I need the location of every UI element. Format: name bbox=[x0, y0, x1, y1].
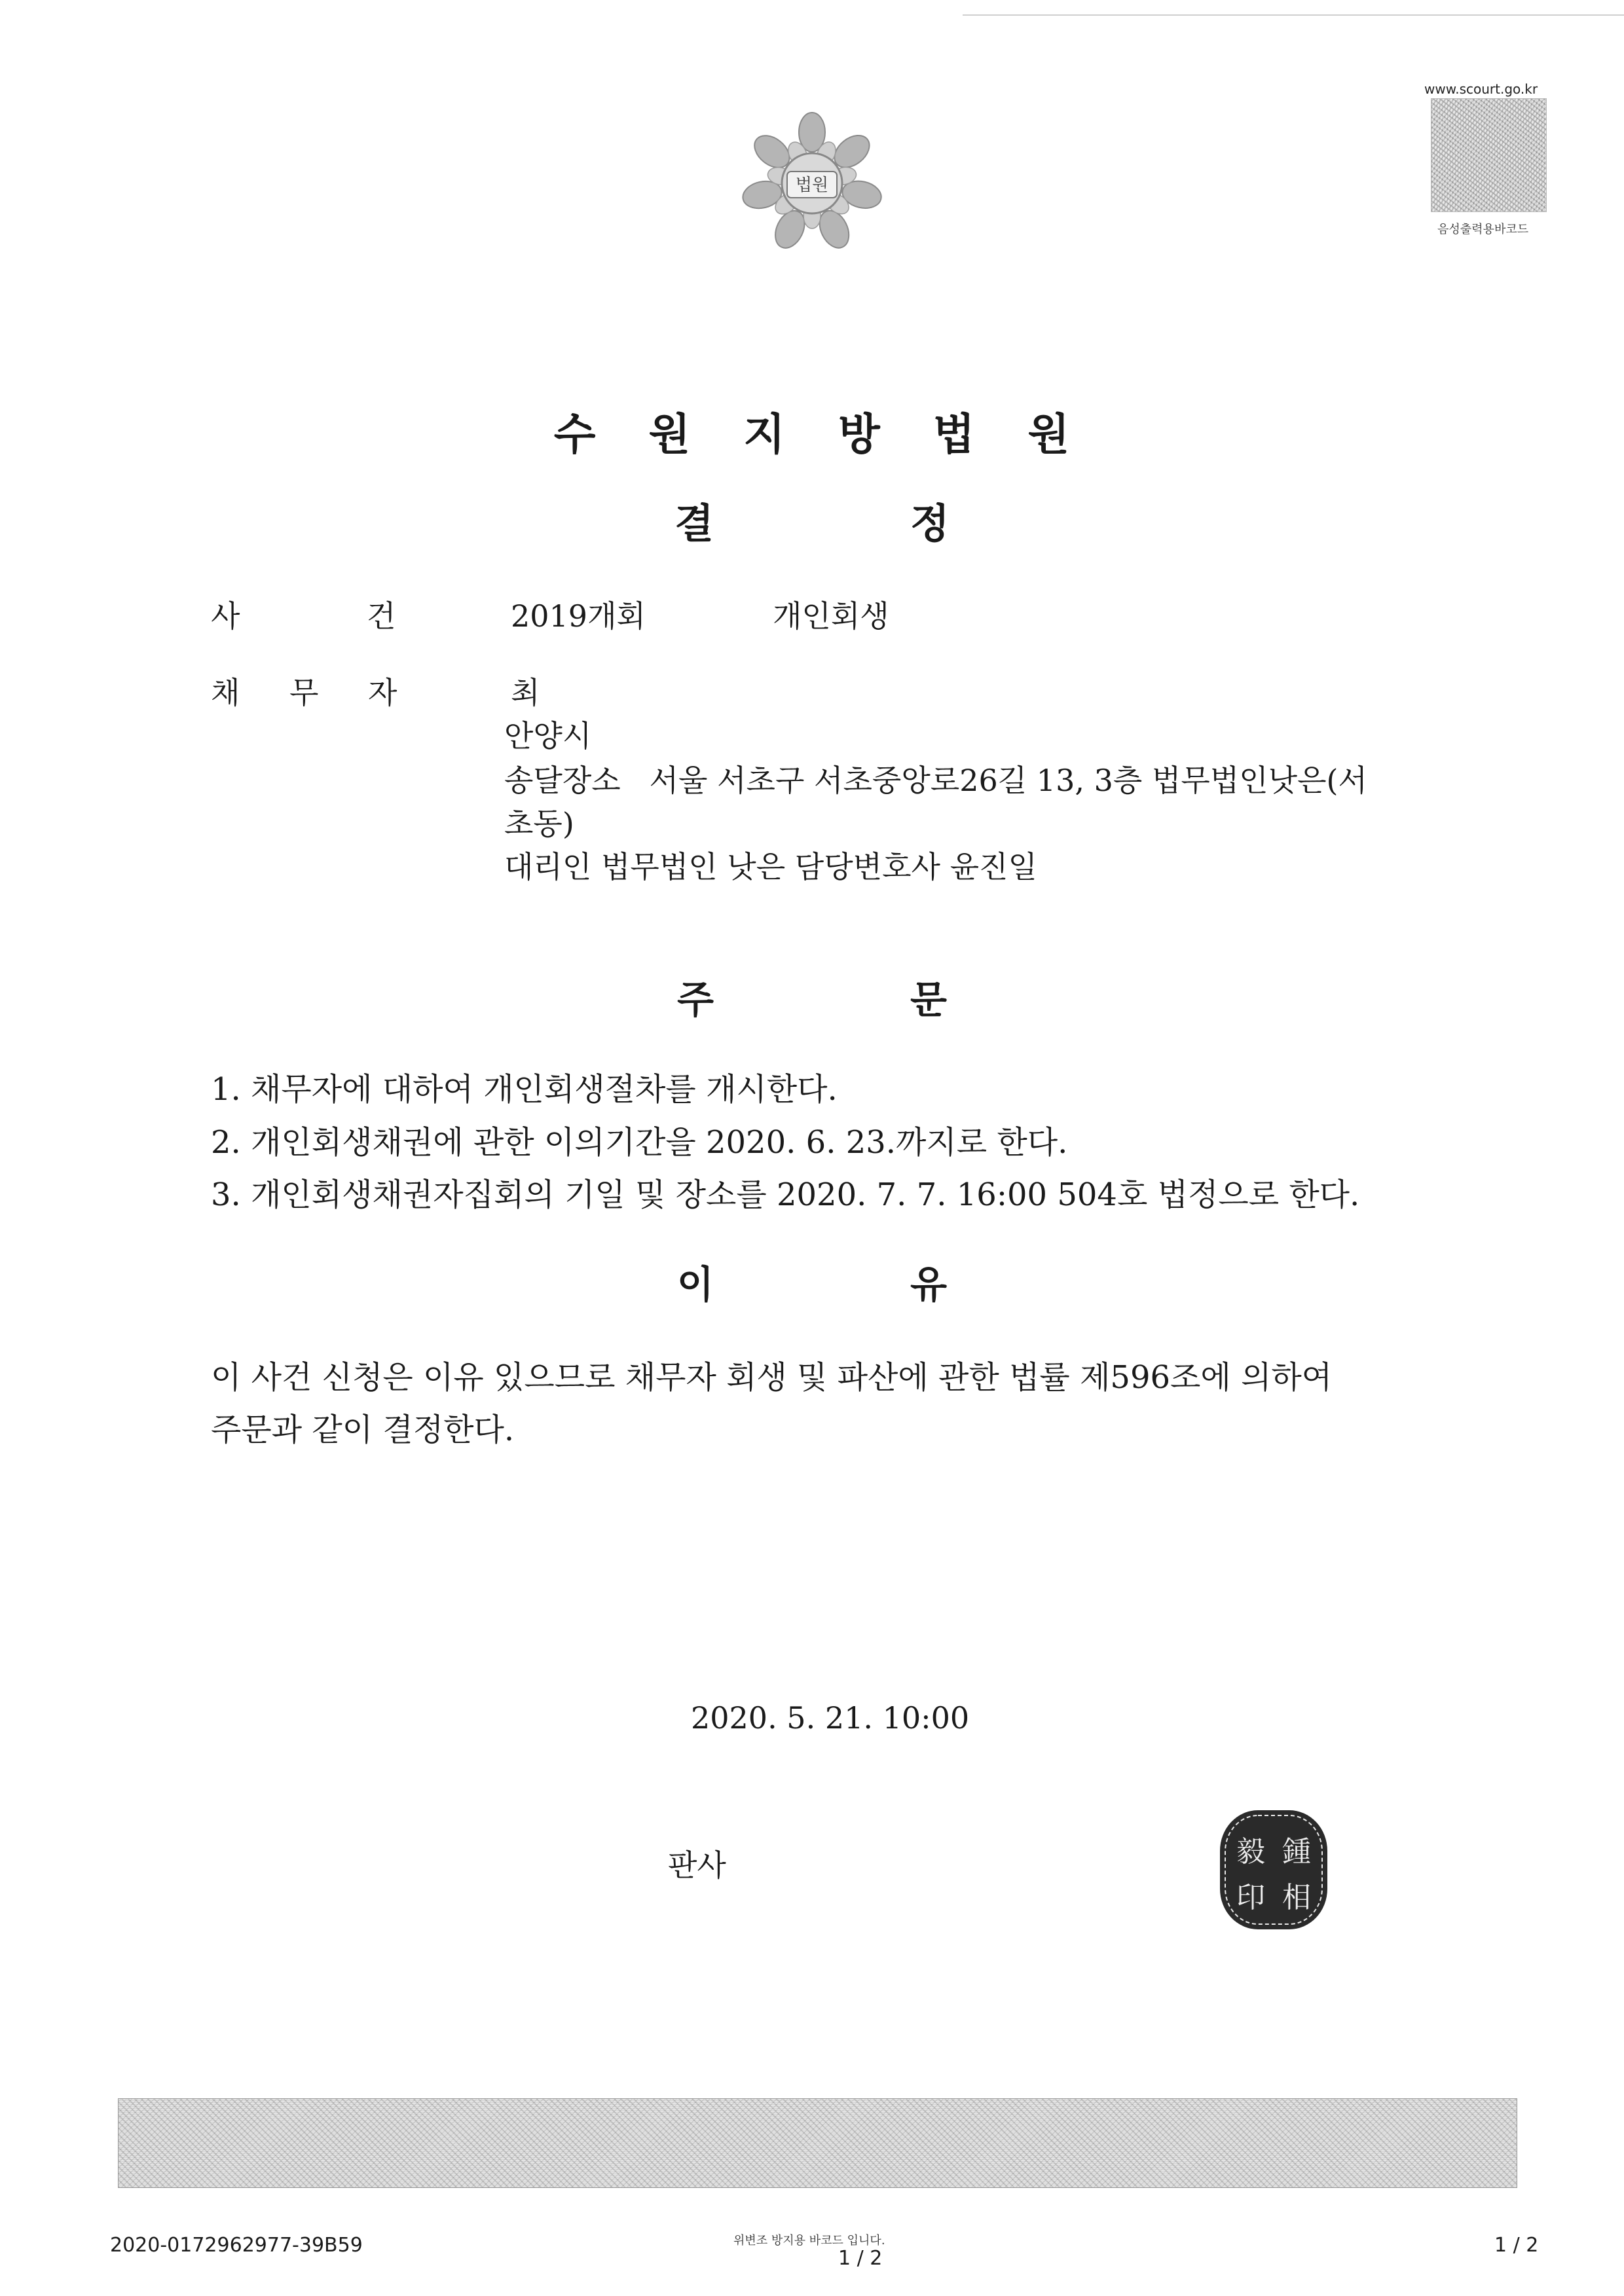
order-heading bbox=[0, 969, 1624, 1024]
debtor-name: 최 bbox=[511, 675, 540, 710]
barcode-label: 음성출력용바코드 bbox=[1437, 223, 1529, 236]
court-name-char: 원 bbox=[1027, 409, 1071, 460]
debtor-label-char: 자 bbox=[368, 675, 397, 710]
seal-char: 毅 bbox=[1236, 1835, 1265, 1868]
barcode-note: 위변조 방지용 바코드 입니다. bbox=[733, 2234, 885, 2248]
case-label-char: 사 bbox=[211, 598, 240, 634]
court-name-char: 수 bbox=[553, 409, 597, 460]
emblem-label: 법원 bbox=[795, 175, 829, 195]
anti-forgery-barcode bbox=[118, 2098, 1517, 2188]
reason-heading-char: 유 bbox=[910, 1262, 948, 1307]
order-heading-char: 주 bbox=[676, 977, 714, 1022]
court-name-char: 지 bbox=[743, 409, 786, 460]
order-heading-char: 문 bbox=[910, 977, 948, 1022]
reason-heading bbox=[0, 1254, 1624, 1309]
debtor-agent: 대리인 법무법인 낫은 담당변호사 윤진일 bbox=[504, 849, 1037, 884]
delivery-address-line: 송달장소 서울 서초구 서초중앙로26길 13, 3층 법무법인낫은(서 bbox=[504, 763, 1367, 798]
document-title bbox=[0, 491, 1624, 549]
document-title-char: 결 bbox=[674, 500, 714, 547]
reason-heading-char: 이 bbox=[676, 1262, 714, 1307]
order-item: 3. 개인회생채권자집회의 기일 및 장소를 2020. 7. 7. 16:00 504호 법정으로 한다. bbox=[211, 1176, 1360, 1213]
seal-char: 印 bbox=[1236, 1881, 1265, 1914]
page-number-center: 1 / 2 bbox=[838, 2247, 883, 2270]
document-title-char: 정 bbox=[910, 500, 950, 547]
decision-date: 2020. 5. 21. 10:00 bbox=[691, 1700, 970, 1736]
court-name-char: 원 bbox=[648, 409, 692, 460]
page-number: 1 / 2 bbox=[1494, 2234, 1539, 2257]
seal-char: 相 bbox=[1282, 1881, 1311, 1914]
court-name bbox=[0, 399, 1624, 462]
scan-top-line bbox=[963, 14, 1624, 16]
judge-seal-icon bbox=[1215, 1804, 1333, 1935]
barcode-url: www.scourt.go.kr bbox=[1424, 81, 1538, 97]
court-name-char: 법 bbox=[932, 409, 976, 460]
order-item: 1. 채무자에 대하여 개인회생절차를 개시한다. bbox=[211, 1071, 838, 1108]
debtor-address: 안양시 bbox=[504, 718, 592, 754]
debtor-label-char: 무 bbox=[289, 675, 319, 710]
reason-text-line: 이 사건 신청은 이유 있으므로 채무자 회생 및 파산에 관한 법률 제596조에 의하여 bbox=[211, 1359, 1333, 1396]
document-id: 2020-0172962977-39B59 bbox=[110, 2234, 363, 2257]
court-emblem-icon bbox=[727, 98, 897, 268]
delivery-address-line: 초동) bbox=[504, 806, 574, 841]
court-name-char: 방 bbox=[838, 409, 881, 460]
judge-label: 판사 bbox=[668, 1848, 726, 1883]
case-label-char: 건 bbox=[367, 598, 396, 634]
case-number: 2019개회 bbox=[511, 598, 646, 634]
audio-barcode-image bbox=[1431, 98, 1547, 212]
order-item: 2. 개인회생채권에 관한 이의기간을 2020. 6. 23.까지로 한다. bbox=[211, 1124, 1068, 1161]
debtor-label-char: 채 bbox=[211, 675, 240, 710]
case-type: 개인회생 bbox=[773, 598, 889, 634]
seal-char: 鍾 bbox=[1282, 1835, 1311, 1868]
reason-text-line: 주문과 같이 결정한다. bbox=[211, 1412, 515, 1448]
